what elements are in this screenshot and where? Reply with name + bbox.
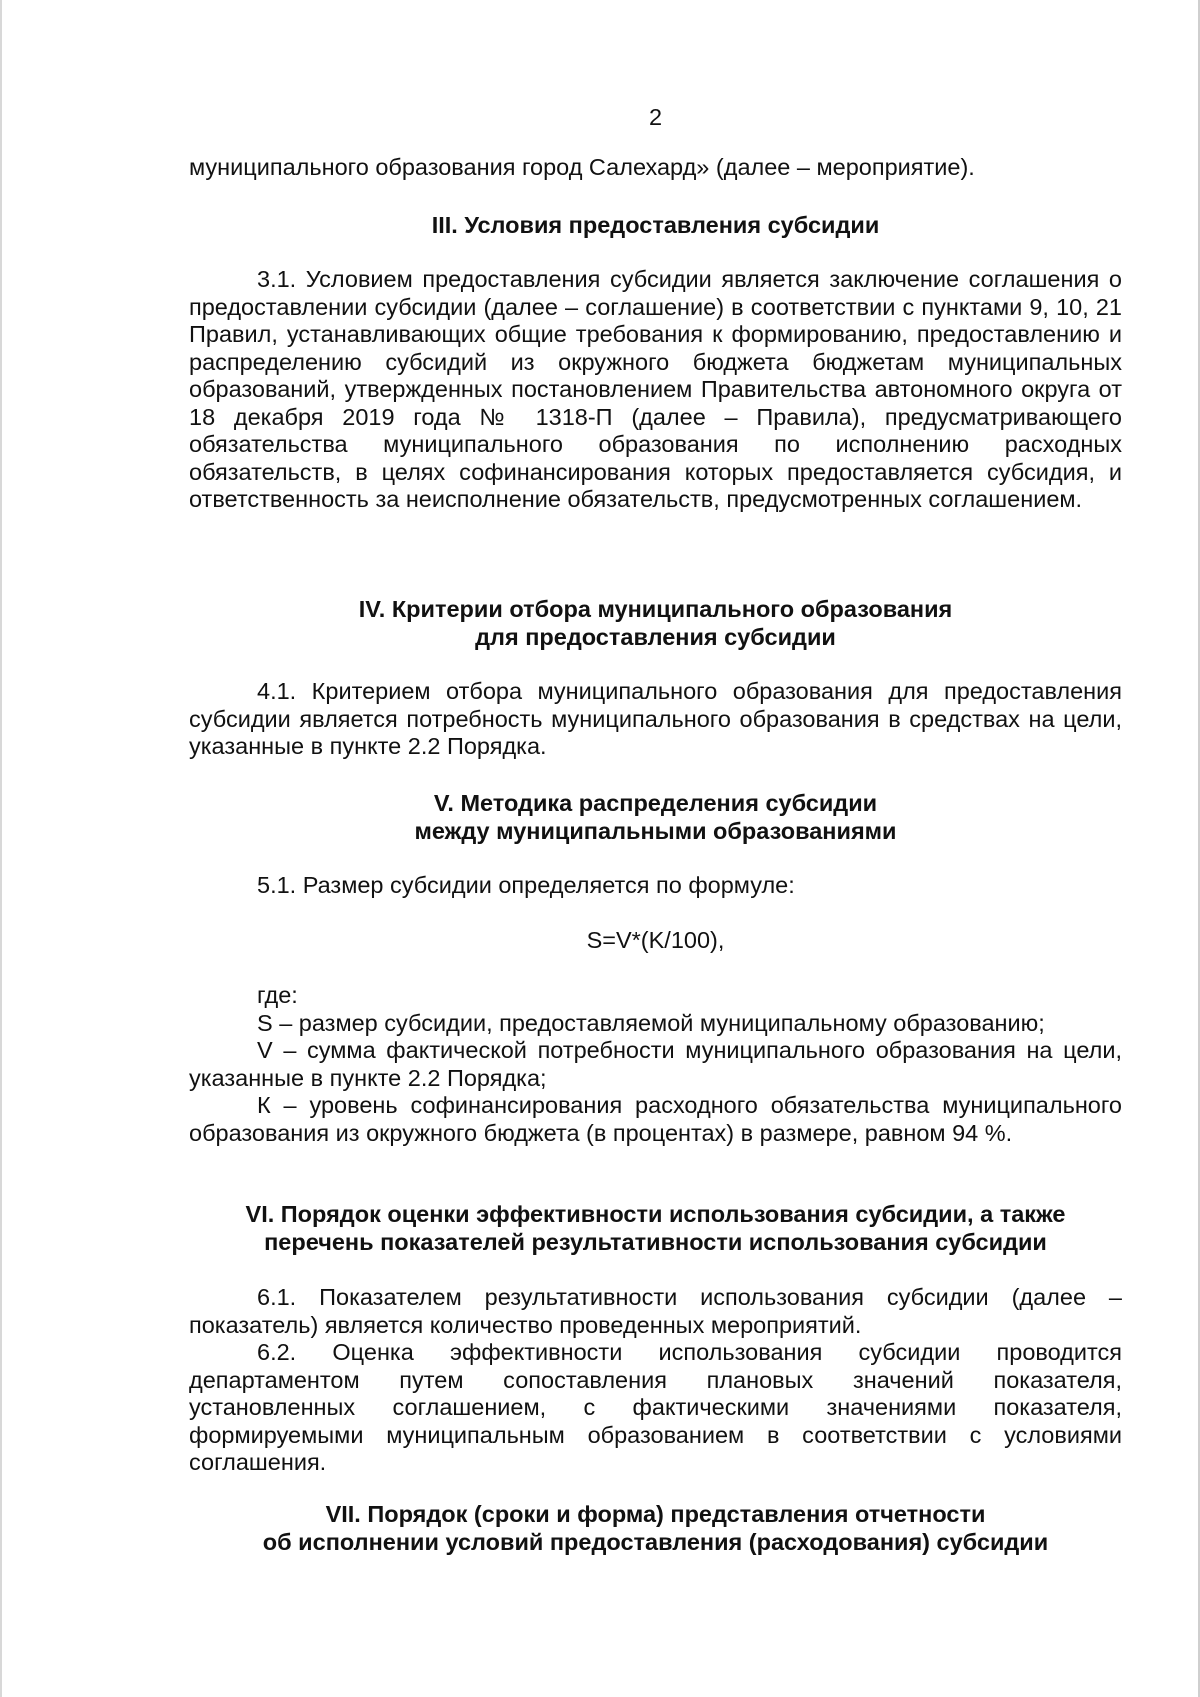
section-5 xyxy=(189,790,1122,845)
where-label: где: xyxy=(257,982,298,1008)
section-4-title-line2: для предоставления субсидии xyxy=(475,623,836,650)
section-7-title-line2: об исполнении условий предоставления (расходования) субсидии xyxy=(262,1528,1049,1555)
paragraph-4-1: 4.1. Критерием отбора муниципального образования для предоставления субсидии является потребность муниципального образования в средствах на цели, указанные в пункте 2.2 Порядка. xyxy=(189,678,1122,759)
section-5-title-line1: V. Методика распределения субсидии xyxy=(433,790,878,816)
section-4 xyxy=(189,596,1122,651)
section-6 xyxy=(189,1201,1122,1256)
definitions-block xyxy=(189,982,1122,1147)
section-5-title-line2: между муниципальными образованиями xyxy=(414,817,897,844)
formula-block xyxy=(189,927,1122,955)
intro-block xyxy=(189,154,1122,182)
section-4-title-line1: IV. Критерии отбора муниципального образования xyxy=(358,596,953,622)
page-left-edge xyxy=(0,0,2,1697)
section-7-title-line1: VII. Порядок (сроки и форма) представления отчетности xyxy=(325,1501,986,1527)
section-4-body xyxy=(189,678,1122,761)
paragraph-5-1: 5.1. Размер субсидии определяется по формуле: xyxy=(257,872,795,898)
section-3 xyxy=(189,212,1122,240)
intro-line: муниципального образования город Салехард» (далее – мероприятие). xyxy=(189,154,975,180)
paragraph-6-1: 6.1. Показателем результативности использования субсидии (далее – показатель) является количество проведенных мероприятий. xyxy=(189,1284,1122,1338)
paragraph-3-1: 3.1. Условием предоставления субсидии является заключение соглашения о предоставлении субсидии (далее – соглашение) в соответствии с пунктами 9, 10, 21 Правил, устанавливающих общие требования к формированию, предоставлению и распределению субсидий из окружного бюджета бюджетам муниципальных образований, утвержденных постановлением Правительства автономного округа от 18 декабря 2019 года № 1318-П (далее – Правила), предусматривающего обязательства муниципального образования по исполнению расходных обязательств, в целях софинансирования которых предоставляется субсидия, и ответственность за неисполнение обязательств, предусмотренных соглашением. xyxy=(189,266,1122,512)
section-6-body xyxy=(189,1284,1122,1477)
paragraph-6-2: 6.2. Оценка эффективности использования субсидии проводится департаментом путем сопоставления плановых значений показателя, установленных соглашением, с фактическими значениями показателя, формируемыми муниципальным образованием в соответствии с условиями соглашения. xyxy=(189,1339,1122,1475)
definition-s: S – размер субсидии, предоставляемой муниципальному образованию; xyxy=(257,1009,1045,1036)
section-3-title: III. Условия предоставления субсидии xyxy=(431,212,880,238)
section-5-body xyxy=(189,872,1122,900)
section-6-title-line1: VI. Порядок оценки эффективности использования субсидии, а также xyxy=(245,1201,1066,1227)
formula: S=V*(K/100), xyxy=(586,927,725,953)
page-number: 2 xyxy=(648,104,663,130)
section-6-title-line2: перечень показателей результативности использования субсидии xyxy=(264,1228,1047,1255)
section-3-body xyxy=(189,266,1122,514)
definition-k: К – уровень софинансирования расходного обязательства муниципального образования из окружного бюджета (в процентах) в размере, равном 94 %. xyxy=(189,1092,1122,1146)
definition-v: V – сумма фактической потребности муниципального образования на цели, указанные в пункте 2.2 Порядка; xyxy=(189,1037,1122,1091)
section-7 xyxy=(189,1501,1122,1556)
